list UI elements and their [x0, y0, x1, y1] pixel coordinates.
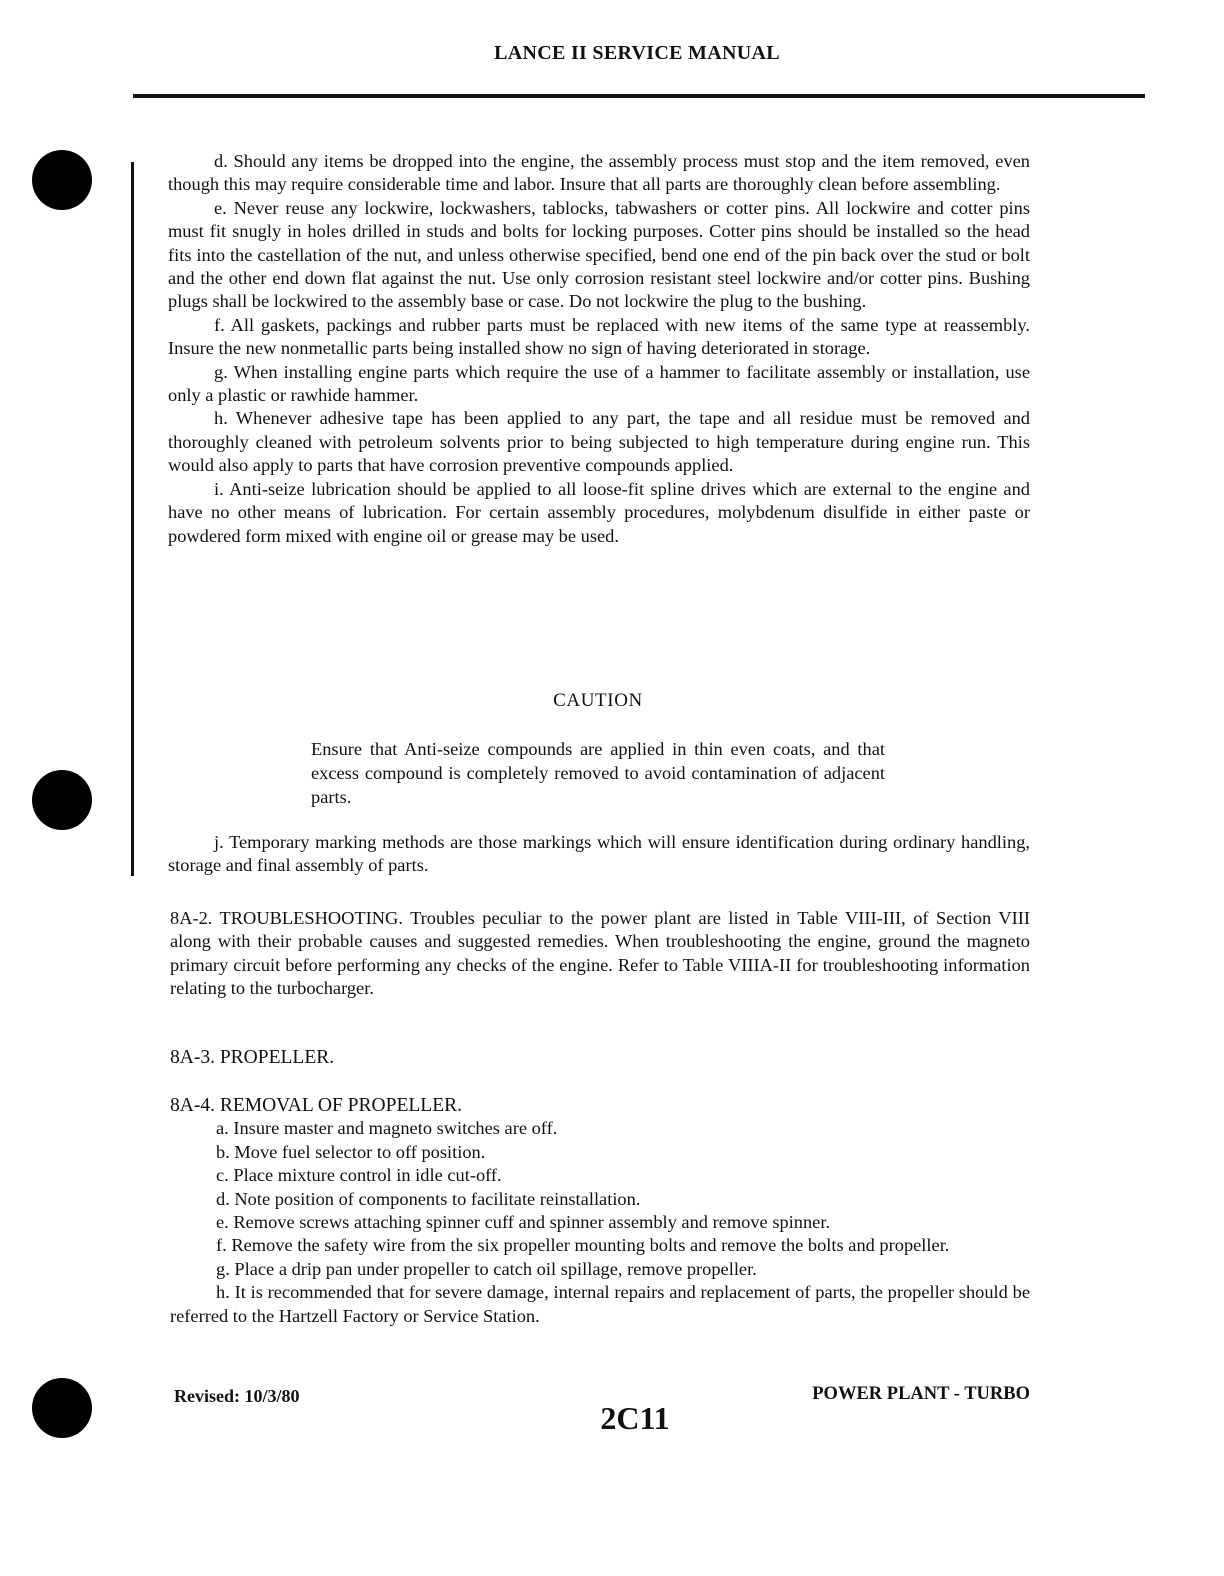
removal-step-b: b. Move fuel selector to off position. — [216, 1141, 486, 1162]
paragraph-j-block — [168, 831, 1030, 878]
removal-of-propeller-section — [170, 1094, 1030, 1328]
removal-step-g: g. Place a drip pan under propeller to catch oil spillage, remove propeller. — [216, 1258, 757, 1279]
punch-hole-bottom — [32, 1378, 92, 1438]
revision-change-bar — [131, 162, 134, 876]
paragraph-h: h. Whenever adhesive tape has been applied to any part, the tape and all residue must be removed and thoroughly cleaned with petroleum solvents prior to being subjected to high temperature during engine run. This would also apply to parts that have corrosion preventive compounds applied. — [168, 408, 1030, 476]
punch-hole-middle — [32, 770, 92, 830]
caution-title: CAUTION — [553, 690, 643, 711]
propeller-heading: 8A-3. PROPELLER. — [170, 1047, 335, 1068]
punch-hole-top — [32, 150, 92, 210]
removal-step-f: f. Remove the safety wire from the six propeller mounting bolts and remove the bolts and propeller. — [216, 1235, 950, 1256]
revised-date: Revised: 10/3/80 — [174, 1386, 300, 1406]
caution-text: Ensure that Anti-seize compounds are applied in thin even coats, and that excess compound is completely removed to avoid contamination of adjacent parts. — [311, 739, 885, 807]
removal-step-h: h. It is recommended that for severe damage, internal repairs and replacement of parts, the propeller should be referred to the Hartzell Factory or Service Station. — [170, 1282, 1030, 1326]
procedure-paragraphs — [168, 150, 1030, 548]
header-rule — [133, 94, 1145, 98]
page-header-title: LANCE II SERVICE MANUAL — [494, 42, 780, 64]
page-code: 2C11 — [600, 1400, 670, 1436]
troubleshooting-section — [170, 907, 1030, 1001]
paragraph-g: g. When installing engine parts which require the use of a hammer to facilitate assembly or installation, use only a plastic or rawhide hammer. — [168, 361, 1030, 406]
paragraph-e: e. Never reuse any lockwire, lockwashers, tablocks, tabwashers or cotter pins. All lockwire and cotter pins must fit snugly in holes drilled in studs and bolts for locking purposes. Cotter pins should be installed so the head fits into the castellation of the nut, and unless otherwise specified, bend one end of the pin back over the stud or bolt and the other end down flat against the nut. Use only corrosion resistant steel lockwire and/or cotter pins. Bushing plugs shall be lockwired to the assembly base or case. Do not lockwire the plug to the bushing. — [168, 197, 1030, 312]
section-name: POWER PLANT - TURBO — [812, 1384, 1030, 1404]
removal-step-d: d. Note position of components to facilitate reinstallation. — [216, 1188, 641, 1209]
paragraph-d: d. Should any items be dropped into the engine, the assembly process must stop and the item removed, even though this may require considerable time and labor. Insure that all parts are thoroughly clean before assembling. — [168, 151, 1030, 195]
paragraph-j: j. Temporary marking methods are those markings which will ensure identification during ordinary handling, storage and final assembly of parts. — [168, 832, 1030, 876]
troubleshooting-paragraph: 8A-2. TROUBLESHOOTING. Troubles peculiar to the power plant are listed in Table VIII-III, of Section VIII along with their probable causes and suggested remedies. When troubleshooting the engine, ground the magneto primary circuit before performing any checks of the engine. Refer to Table VIIIA-II for troubleshooting information relating to the turbocharger. — [170, 908, 1030, 999]
removal-step-a: a. Insure master and magneto switches are off. — [216, 1118, 558, 1139]
paragraph-i: i. Anti-seize lubrication should be applied to all loose-fit spline drives which are external to the engine and have no other means of lubrication. For certain assembly procedures, molybdenum disulfide in either paste or powdered form mixed with engine oil or grease may be used. — [168, 478, 1030, 546]
removal-step-c: c. Place mixture control in idle cut-off. — [216, 1165, 502, 1186]
removal-step-e: e. Remove screws attaching spinner cuff and spinner assembly and remove spinner. — [216, 1212, 831, 1233]
paragraph-f: f. All gaskets, packings and rubber parts must be replaced with new items of the same type at reassembly. Insure the new nonmetallic parts being installed show no sign of having deteriorated in storage. — [168, 314, 1030, 359]
removal-heading: 8A-4. REMOVAL OF PROPELLER. — [170, 1095, 462, 1116]
